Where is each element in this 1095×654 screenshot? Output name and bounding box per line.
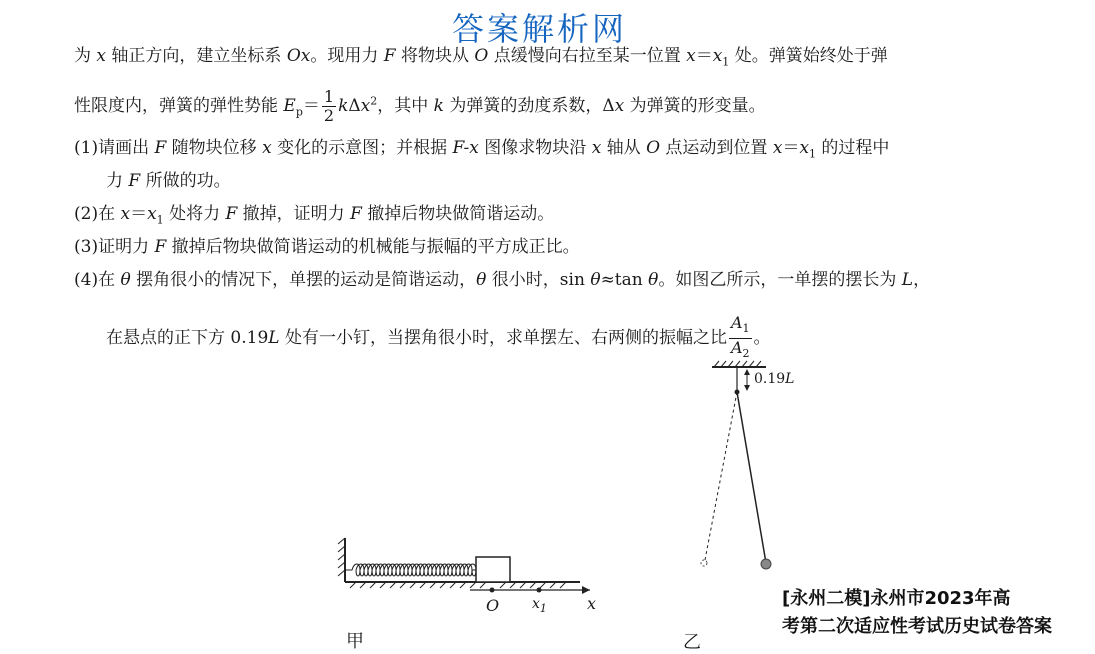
point-O (490, 588, 495, 593)
fraction-one-half: $\frac{1}{2}$ (323, 87, 335, 125)
block (476, 557, 510, 582)
watermark-title: 答案解析网 (452, 10, 628, 48)
caption-jia: 甲 (346, 631, 364, 652)
ceiling (712, 361, 766, 367)
text-line-1: 为 x 轴正方向，建立坐标系 Ox。现用力 F 将物块从 O 点缓慢向右拉至某一位置 $x=x_1$ 处。弹簧始终处于弹 (74, 46, 888, 69)
exam-caption-line-1: [永州二模]永州市2023年高 (782, 588, 1011, 609)
pendulum-bob-left (701, 560, 707, 566)
wall (338, 538, 345, 582)
caption-yi: 乙 (683, 632, 701, 653)
label-x1: $x_1$ (532, 596, 547, 615)
question-1-line-1: (1)请画出 F 随物块位移 x 变化的示意图；并根据 F-x 图像求物块沿 x 轴从 O 点运动到位置 $x=x_1$ 的过程中 (74, 138, 890, 161)
label-x: x (587, 594, 597, 613)
question-4-line-1: (4)在 θ 摆角很小的情况下，单摆的运动是简谐运动，θ 很小时，sin θ≈tan θ。如图乙所示，一单摆的摆长为 L， (74, 270, 931, 290)
spring (345, 564, 476, 576)
question-4-line-2: 在悬点的正下方 0.19L 处有一小钉，当摆角很小时，求单摆左、右两侧的振幅之比 $\frac{A_1}{A_2}$ 。 (106, 314, 771, 363)
pendulum-right-string (737, 392, 766, 563)
ground (345, 582, 580, 588)
x-axis-arrow (470, 586, 590, 594)
text-line-2: 性限度内，弹簧的弹性势能 $E_p=$ $\frac{1}{2}$ kΔx$^2$，其中 k 为弹簧的劲度系数，Δx 为弹簧的形变量。 (74, 87, 766, 125)
label-O: O (486, 596, 500, 615)
nail-distance-arrow (744, 369, 750, 391)
question-3: (3)证明力 F 撤掉后物块做简谐运动的机械能与振幅的平方成正比。 (74, 237, 580, 257)
pendulum-bob-right (761, 559, 771, 569)
question-1-line-2: 力 F 所做的功。 (106, 171, 231, 191)
question-2: (2)在 $x=x_1$ 处将力 F 撤掉，证明力 F 撤掉后物块做简谐运动。 (74, 204, 555, 227)
label-nail-distance: 0.19L (754, 371, 795, 387)
pendulum-left-string (705, 392, 737, 560)
exam-caption-line-2: 考第二次适应性考试历史试卷答案 (782, 616, 1052, 637)
fraction-a1-a2: $\frac{A_1}{A_2}$ (730, 313, 750, 361)
point-x1 (537, 588, 542, 593)
